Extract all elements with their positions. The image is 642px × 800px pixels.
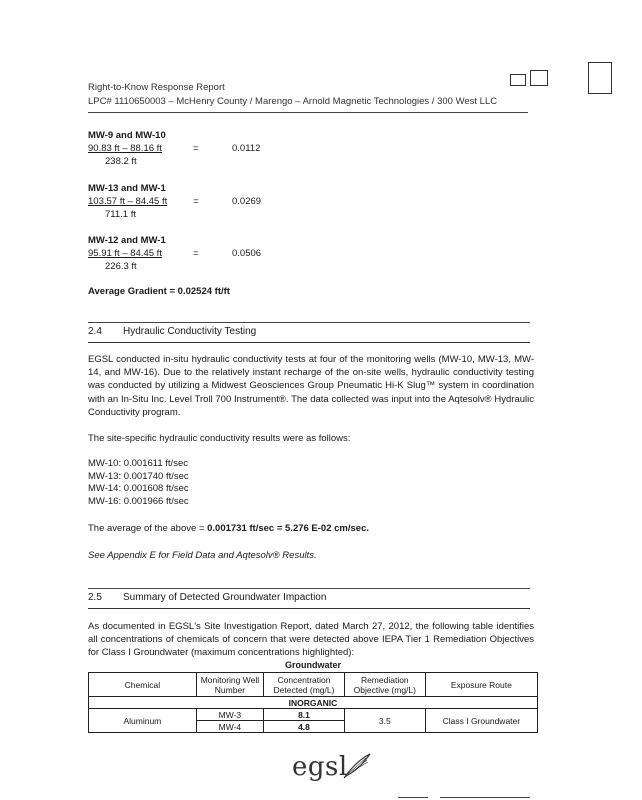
gradient-result: 0.0269 xyxy=(232,196,262,207)
header-subtitle: LPC# 1110650003 – McHenry County / Marengo – Arnold Magnetic Technologies / 300 West LLC xyxy=(88,96,498,107)
section-heading-2-5 xyxy=(88,592,530,609)
gradient-denominator: 238.2 ft xyxy=(105,156,137,167)
section-title: Hydraulic Conductivity Testing xyxy=(123,326,257,337)
section-number: 2.4 xyxy=(88,326,102,337)
feather-quill-icon xyxy=(340,752,372,780)
header-concentration: Concentration Detected (mg/L) xyxy=(264,673,345,697)
groundwater-table xyxy=(88,672,538,733)
header-well: Monitoring Well Number xyxy=(196,673,263,697)
header-route: Exposure Route xyxy=(425,673,537,697)
section-title: Summary of Detected Groundwater Impaction xyxy=(123,592,327,603)
cell-well: MW-4 xyxy=(196,721,263,733)
header-chemical: Chemical xyxy=(89,673,197,697)
header-title: Right-to-Know Response Report xyxy=(88,82,225,93)
average-value: 0.001731 ft/sec = 5.276 E-02 cm/sec. xyxy=(207,523,369,534)
results-list xyxy=(88,458,189,508)
gradient-denominator: 711.1 ft xyxy=(105,209,136,220)
hydraulic-paragraph: EGSL conducted in-situ hydraulic conductivity tests at four of the monitoring wells (MW-10, MW-13, MW-14, and MW-16). Due to the relatively instant recharge of the on-site wells, hydraulic conductivity testing was conducted by utilizing a Midwest Geosciences Group Pneumatic Hi-K Slug™ system in coordination with an In-Situ Inc. Level Troll 700 Instrument®. The data collected was input into the Aqtesolv® Hydraulic Conductivity program. xyxy=(88,354,534,418)
result-item: MW-16: 0.001966 ft/sec xyxy=(88,495,189,507)
table-row xyxy=(89,709,538,721)
impaction-paragraph: As documented in EGSL's Site Investigation Report, dated March 27, 2012, the following table identifies all concentrations of chemicals of concern that were detected above IEPA Tier 1 Remediation Objectives for Class I Groundwater (maximum concentrations highlighted): xyxy=(88,621,534,659)
section-top-rule xyxy=(88,588,530,589)
cell-well: MW-3 xyxy=(196,709,263,721)
gradient-numerator: 95.91 ft – 84.45 ft xyxy=(88,248,162,259)
average-conductivity xyxy=(88,523,369,534)
gradient-result: 0.0112 xyxy=(232,143,261,154)
header-rule xyxy=(88,112,528,113)
section-heading-2-4 xyxy=(88,326,530,343)
result-item: MW-13: 0.001740 ft/sec xyxy=(88,470,189,482)
gradient-label: MW-13 and MW-1 xyxy=(88,183,166,194)
section-top-rule xyxy=(88,322,530,323)
gradient-equals: = xyxy=(193,248,199,259)
gradient-result: 0.0506 xyxy=(232,248,262,259)
gradient-numerator: 103.57 ft – 84.45 ft xyxy=(88,196,168,207)
egsl-logo: egsl xyxy=(292,752,348,782)
footer-rule xyxy=(398,797,428,798)
results-intro: The site-specific hydraulic conductivity results were as follows: xyxy=(88,433,351,444)
appendix-note: See Appendix E for Field Data and Aqtesolv® Results. xyxy=(88,550,317,561)
gradient-denominator: 226.3 ft xyxy=(105,261,137,272)
cell-chemical: Aluminum xyxy=(89,709,197,733)
gradient-label: MW-12 and MW-1 xyxy=(88,235,166,246)
gradient-equals: = xyxy=(193,196,199,207)
result-item: MW-14: 0.001608 ft/sec xyxy=(88,483,189,494)
cell-route: Class I Groundwater xyxy=(425,709,537,733)
cell-concentration: 4.8 xyxy=(264,721,345,733)
section-number: 2.5 xyxy=(88,592,102,603)
footer-rule xyxy=(440,797,530,798)
cell-concentration: 8.1 xyxy=(264,709,345,721)
table-group-row xyxy=(89,697,538,709)
gradient-equals: = xyxy=(193,143,199,154)
gradient-numerator: 90.83 ft – 88.16 ft xyxy=(88,143,162,154)
corner-mark-box xyxy=(530,70,548,86)
corner-mark-box xyxy=(588,62,612,94)
average-prefix: The average of the above = xyxy=(88,523,208,534)
result-item: MW-10: 0.001611 ft/sec xyxy=(88,458,188,469)
group-label: INORGANIC xyxy=(89,697,538,709)
table-caption: Groundwater xyxy=(284,660,341,670)
gradient-label: MW-9 and MW-10 xyxy=(88,130,166,141)
corner-mark-box xyxy=(510,74,526,86)
average-gradient: Average Gradient = 0.02524 ft/ft xyxy=(88,286,230,297)
header-objective: Remediation Objective (mg/L) xyxy=(344,673,425,697)
table-header-row xyxy=(89,673,538,697)
cell-objective: 3.5 xyxy=(344,709,425,733)
